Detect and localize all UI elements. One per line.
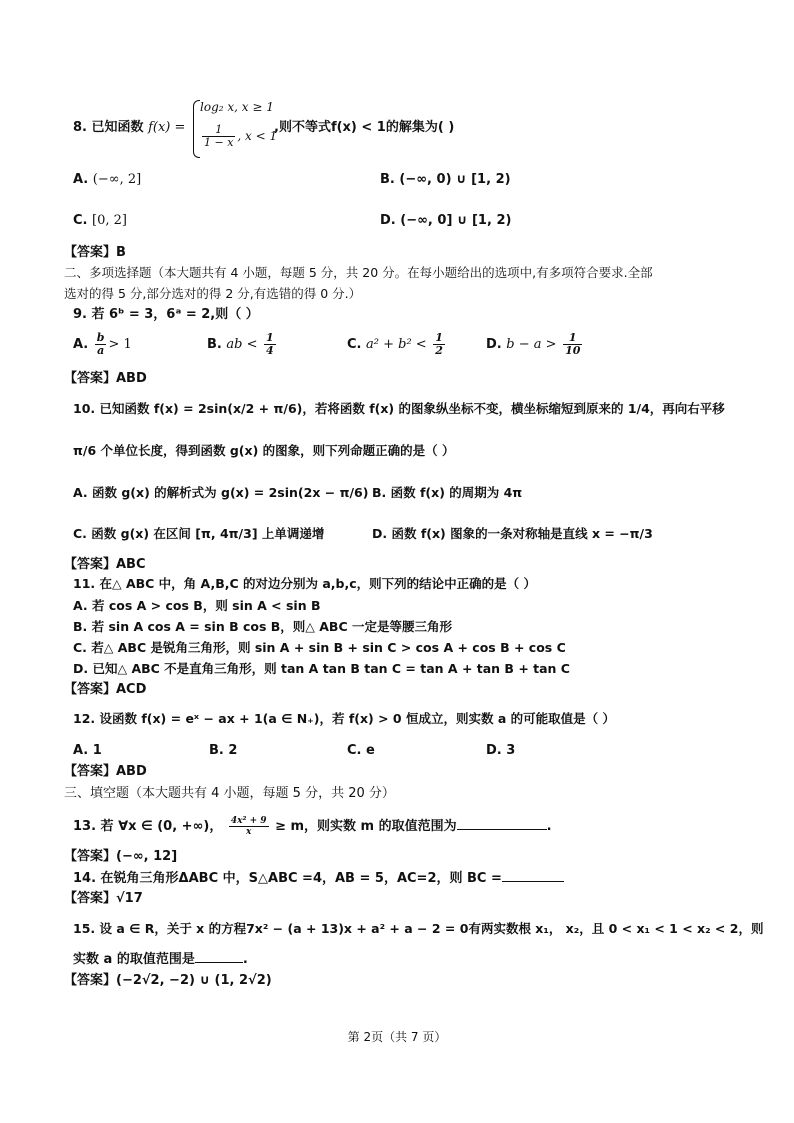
page-footer: 第 2页（共 7 页）: [347, 1030, 447, 1044]
q8-option-b: [380, 171, 511, 189]
q13-num: 4x² + 9: [230, 816, 267, 826]
q9-option-d-label: D.: [486, 337, 502, 352]
q8-option-d: [380, 212, 511, 230]
q8-option-c-text: [0, 2]: [92, 213, 127, 228]
q15-stem-line1: 15. 设 a ∈ R，关于 x 的方程7x² − (a + 13)x + a² + a − 2 = 0有两实数根 x₁， x₂，且 0 < x₁ < 1 < x₂ < 2，则: [73, 921, 764, 936]
q9-option-c-label: C.: [347, 337, 362, 352]
q13-tail: ≥ m，则实数 m 的取值范围为: [275, 819, 457, 834]
q15-line2-text: 实数 a 的取值范围是: [73, 952, 195, 967]
q11-option-b: B. 若 sin A cos A = sin B cos B，则△ ABC 一定是等腰三角形: [73, 619, 452, 634]
q8-option-a: [73, 171, 141, 189]
q9-option-d-den: 10: [565, 344, 581, 357]
q11-option-d: D. 已知△ ABC 不是直角三角形，则 tan A tan B tan C = tan A + tan B + tan C: [73, 661, 570, 676]
q8-option-d-label: D.: [380, 213, 396, 228]
q12-option-c: C. e: [347, 743, 375, 758]
q8-answer: 【答案】B: [64, 245, 126, 260]
q8-option-b-text: (−∞, 0) ∪ [1, 2): [399, 172, 511, 187]
q8-brace: [193, 100, 200, 158]
q8-option-c: [73, 212, 127, 230]
q9-option-a-num: b: [96, 331, 105, 344]
section3-heading: 三、填空题（本大题共有 4 小题，每题 5 分，共 20 分）: [64, 786, 395, 801]
q9-answer: 【答案】ABD: [64, 371, 147, 386]
q9-option-c-den: 2: [435, 344, 443, 357]
q8-case2-cond: , x < 1: [237, 129, 278, 143]
q13-answer: 【答案】(−∞, 12]: [64, 849, 178, 864]
q11-answer: 【答案】ACD: [64, 682, 147, 697]
q15-line2-end: .: [242, 952, 248, 967]
q11-option-c: C. 若△ ABC 是锐角三角形，则 sin A + sin B + sin C > cos A + cos B + cos C: [73, 640, 566, 655]
q9-option-a-tail: > 1: [108, 337, 132, 352]
q11-option-a: A. 若 cos A > cos B，则 sin A < sin B: [73, 598, 321, 613]
q8-case2-den: 1 − x: [204, 136, 234, 149]
q8-func: f(x) =: [148, 120, 186, 135]
q10-option-c: C. 函数 g(x) 在区间 [π, 4π/3] 上单调递增: [73, 526, 325, 541]
section2-heading-line2: 选对的得 5 分,部分选对的得 2 分,有选错的得 0 分.）: [64, 286, 362, 301]
q14-text: 14. 在锐角三角形ΔABC 中，S△ABC =4，AB = 5，AC=2，则 BC =: [73, 871, 502, 886]
q9-option-c-head: a² + b² <: [366, 337, 427, 352]
q8-option-a-label: A.: [73, 172, 89, 187]
q15-answer: 【答案】(−2√2, −2) ∪ (1, 2√2): [64, 973, 272, 988]
q13-head: 13. 若 ∀x ∈ (0, +∞)，: [73, 819, 223, 834]
q9-option-b-den: 4: [266, 344, 274, 357]
q10-stem-line2: π/6 个单位长度，得到函数 g(x) 的图象，则下列命题正确的是（ ）: [73, 443, 455, 458]
q12-option-d: D. 3: [486, 743, 516, 758]
q10-option-a: A. 函数 g(x) 的解析式为 g(x) = 2sin(2x − π/6): [73, 485, 369, 500]
q14-answer: 【答案】√17: [64, 891, 143, 906]
q13-stem: [73, 815, 552, 837]
q11-stem: 11. 在△ ABC 中，角 A,B,C 的对边分别为 a,b,c，则下列的结论中正确的是（ ）: [73, 576, 536, 591]
q9-option-c-num: 1: [435, 331, 443, 344]
q8-case2: [200, 124, 277, 149]
q9-option-b-head: ab <: [226, 337, 258, 352]
q10-option-d: D. 函数 f(x) 图象的一条对称轴是直线 x = −π/3: [372, 526, 653, 541]
q13-end: .: [546, 819, 552, 834]
q9-option-a: [73, 332, 132, 357]
q12-stem: 12. 设函数 f(x) = eˣ − ax + 1(a ∈ N₊)，若 f(x) > 0 恒成立，则实数 a 的可能取值是（ ）: [73, 711, 615, 726]
q12-answer: 【答案】ABD: [64, 764, 147, 779]
q13-den: x: [246, 827, 252, 837]
q8-intro: 已知函数: [91, 120, 144, 135]
q12-option-b: B. 2: [209, 743, 238, 758]
q15-blank: [195, 948, 243, 963]
q9-option-a-den: a: [97, 344, 105, 357]
q13-blank: [457, 815, 547, 830]
q9-option-a-label: A.: [73, 337, 89, 352]
q9-option-b-label: B.: [207, 337, 222, 352]
q8-stem: [73, 119, 185, 137]
q9-option-d: [486, 332, 584, 357]
q9-option-b: [207, 332, 278, 357]
q9-option-d-num: 1: [563, 332, 582, 345]
q15-stem-line2: [73, 948, 248, 969]
q8-option-d-text: (−∞, 0] ∪ [1, 2): [400, 213, 512, 228]
q12-option-a: A. 1: [73, 743, 102, 758]
q8-option-b-label: B.: [380, 172, 395, 187]
q10-answer: 【答案】ABC: [64, 557, 146, 572]
q8-number: 8.: [73, 120, 87, 135]
q14-stem: [73, 867, 564, 888]
q14-blank: [502, 867, 564, 882]
q8-option-a-text: (−∞, 2]: [92, 172, 142, 187]
q9-option-b-num: 1: [266, 331, 274, 344]
q9-option-c: [347, 332, 447, 357]
section2-heading-line1: 二、多项选择题（本大题共有 4 小题，每题 5 分，共 20 分。在每小题给出的选项中,有多项符合要求.全部: [64, 265, 653, 280]
q9-option-d-head: b − a >: [506, 337, 557, 352]
q8-option-c-label: C.: [73, 213, 88, 228]
q10-option-b: B. 函数 f(x) 的周期为 4π: [372, 485, 523, 500]
q8-case2-num: 1: [202, 124, 235, 137]
q8-ask: ,则不等式f(x) < 1的解集为( ): [274, 120, 455, 135]
q8-case1: log₂ x, x ≥ 1: [200, 100, 274, 114]
q10-stem-line1: 10. 已知函数 f(x) = 2sin(x/2 + π/6)，若将函数 f(x) 的图象纵坐标不变，横坐标缩短到原来的 1/4，再向右平移: [73, 401, 725, 416]
q9-stem: 9. 若 6ᵇ = 3，6ᵃ = 2,则（ ）: [73, 307, 259, 322]
